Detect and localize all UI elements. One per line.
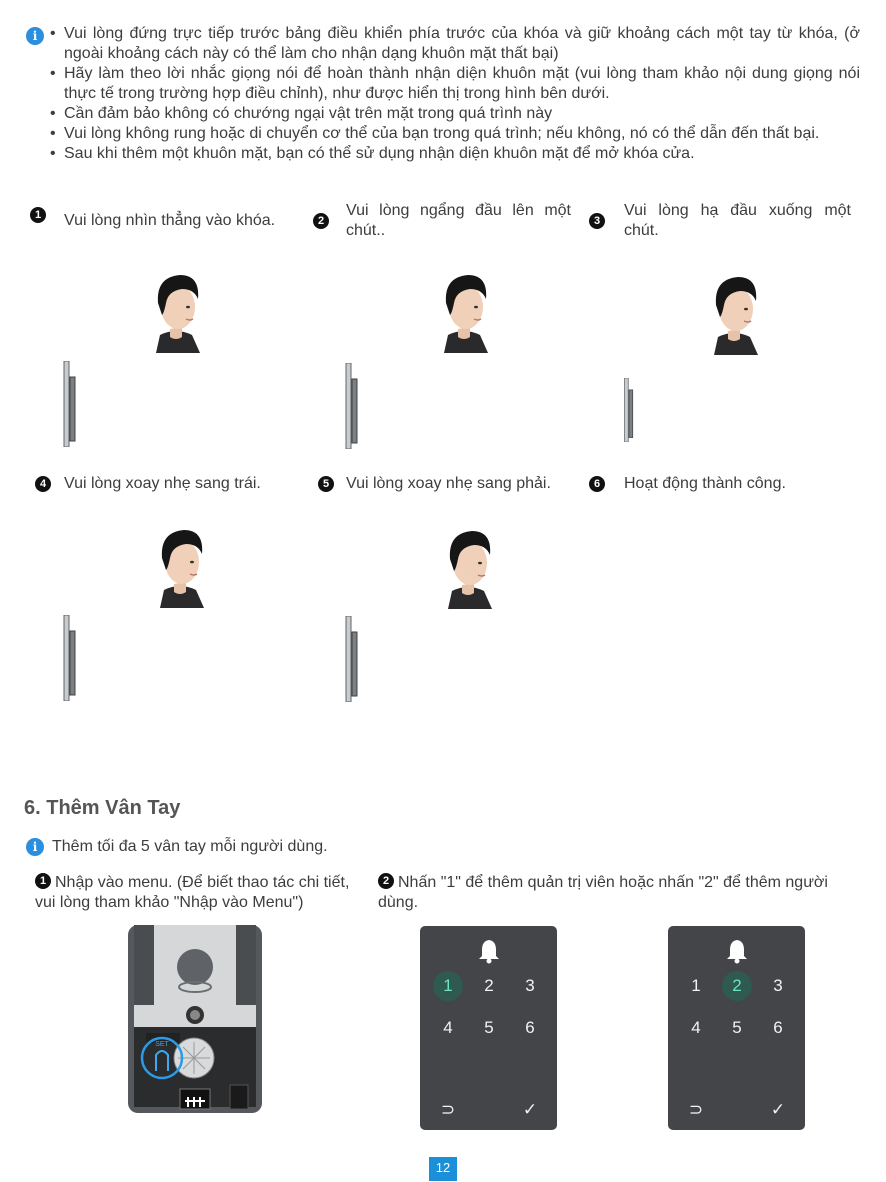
face-down-image: [694, 265, 774, 355]
step-number-badge: 2: [378, 873, 394, 889]
keypad-key-6[interactable]: 6: [773, 1018, 783, 1037]
step-instruction: Nhấn "1" để thêm quản trị viên hoặc nhấn "2" để thêm người dùng.: [378, 874, 828, 911]
step-number-badge: 5: [318, 476, 334, 492]
info-icon: i: [26, 27, 44, 45]
face-tips-list: [50, 24, 860, 164]
step-instruction: Vui lòng xoay nhẹ sang trái.: [64, 475, 261, 492]
lock-side-image: [345, 363, 359, 449]
keypad-key-4[interactable]: 4: [443, 1018, 453, 1037]
confirm-check-icon[interactable]: ✓: [522, 1100, 538, 1119]
page-number: 12: [429, 1157, 457, 1181]
set-label: SET: [155, 1041, 169, 1048]
keypad-key-5[interactable]: 5: [732, 1018, 742, 1037]
step-instruction: Vui lòng nhìn thẳng vào khóa.: [64, 212, 276, 229]
section-title: 6. Thêm Vân Tay: [24, 797, 181, 819]
tip-item: • Cần đảm bảo không có chướng ngại vật trên mặt trong quá trình này: [50, 104, 860, 124]
tip-item: • Vui lòng không rung hoặc di chuyển cơ thể của bạn trong quá trình; nếu không, nó có thể dẫn đến thất bại.: [50, 124, 860, 144]
back-icon[interactable]: ⊃: [688, 1100, 704, 1119]
lock-side-image: [622, 378, 636, 442]
confirm-check-icon[interactable]: ✓: [770, 1100, 786, 1119]
lock-side-image: [63, 361, 77, 447]
keypad-key-1[interactable]: 1: [691, 976, 701, 995]
step-instruction: Hoạt động thành công.: [624, 475, 786, 492]
step-number-badge: 2: [313, 213, 329, 229]
info-icon: i: [26, 838, 44, 856]
keypad-panel: [420, 926, 557, 1130]
face-left-image: [140, 518, 220, 608]
keypad-panel: [668, 926, 805, 1130]
step-number-badge: 1: [35, 873, 51, 889]
fingerprint-note: Thêm tối đa 5 vân tay mỗi người dùng.: [52, 838, 328, 855]
step-instruction: Nhập vào menu. (Để biết thao tác chi tiết, vui lòng tham khảo "Nhập vào Menu"): [35, 874, 350, 911]
back-icon[interactable]: ⊃: [440, 1100, 456, 1119]
face-front-image: [136, 263, 216, 353]
face-right-image: [428, 519, 508, 609]
keypad-key-6[interactable]: 6: [525, 1018, 535, 1037]
keypad-key-2[interactable]: 2: [722, 971, 752, 1001]
step-instruction: Vui lòng hạ đầu xuống một chút.: [624, 202, 851, 239]
step-number-badge: 1: [30, 207, 46, 223]
step-instruction: Vui lòng xoay nhẹ sang phải.: [346, 475, 551, 492]
lock-side-image: [345, 616, 359, 702]
bell-icon: [477, 938, 501, 964]
step-number-badge: 4: [35, 476, 51, 492]
keypad-key-4[interactable]: 4: [691, 1018, 701, 1037]
lock-side-image: [63, 615, 77, 701]
step-number-badge: 3: [589, 213, 605, 229]
step-number-badge: 6: [589, 476, 605, 492]
step-instruction: Vui lòng ngẩng đầu lên một chút..: [346, 202, 571, 239]
tip-item: • Sau khi thêm một khuôn mặt, bạn có thể sử dụng nhận diện khuôn mặt để mở khóa cửa.: [50, 144, 860, 164]
keypad-key-2[interactable]: 2: [484, 976, 494, 995]
face-up-image: [424, 263, 504, 353]
keypad-key-3[interactable]: 3: [525, 976, 535, 995]
keypad-key-1[interactable]: 1: [433, 971, 463, 1001]
tip-item: • Vui lòng đứng trực tiếp trước bảng điều khiển phía trước của khóa và giữ khoảng cách một tay từ khóa, (ở ngoài khoảng cách này có thể làm cho nhận dạng khuôn mặt thất bại): [50, 24, 860, 64]
tip-item: • Hãy làm theo lời nhắc giọng nói để hoàn thành nhận diện khuôn mặt (vui lòng tham khảo nội dung giọng nói thực tế trong trường hợp điều chỉnh), như được hiển thị trong hình bên dưới.: [50, 64, 860, 104]
keypad-key-5[interactable]: 5: [484, 1018, 494, 1037]
lock-back-image: [126, 925, 264, 1115]
bell-icon: [725, 938, 749, 964]
keypad-key-3[interactable]: 3: [773, 976, 783, 995]
